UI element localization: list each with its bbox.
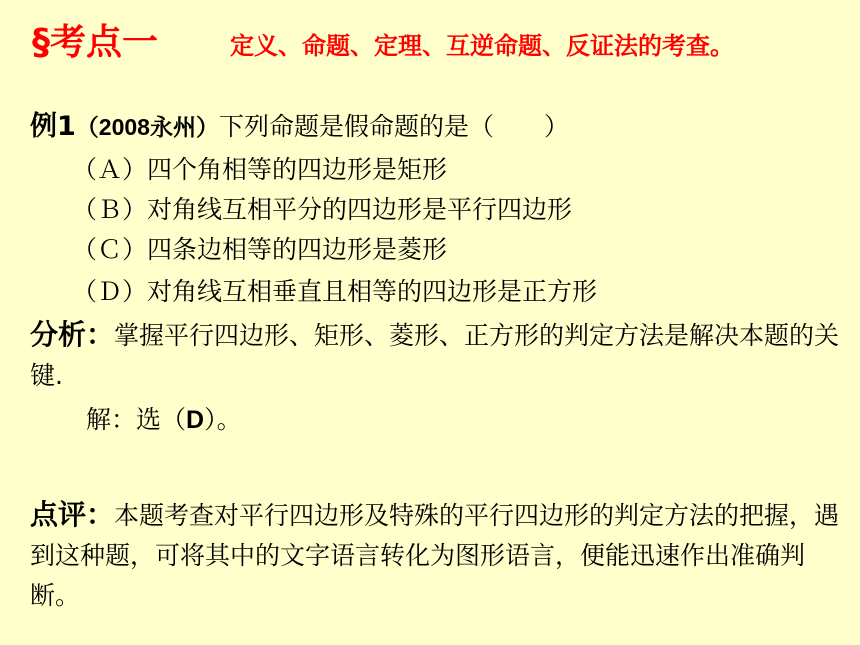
option-b: （Ｂ）对角线互相平分的四边形是平行四边形 xyxy=(72,195,573,224)
question-source: （2008永州） xyxy=(75,114,219,140)
question-stem: 下列命题是假命题的是（ ） xyxy=(218,112,569,141)
question-label: 例1 xyxy=(30,111,76,142)
option-d: （Ｄ）对角线互相垂直且相等的四边形是正方形 xyxy=(72,277,598,306)
review-text: 本题考查对平行四边形及特殊的平行四边形的判定方法的把握，遇到这种题，可将其中的文字语言转化为图形语言，便能迅速作出准确判断。 xyxy=(30,501,840,610)
solution-suffix: ）。 xyxy=(204,405,242,434)
question-stem-line xyxy=(30,104,569,143)
section-title: §考点一 xyxy=(32,22,159,63)
review-paragraph xyxy=(30,495,840,616)
solution-line xyxy=(86,400,242,436)
analysis-text: 掌握平行四边形、矩形、菱形、正方形的判定方法是解决本题的关键. xyxy=(30,321,840,390)
section-subtitle: 定义、命题、定理、互逆命题、反证法的考查。 xyxy=(230,32,734,60)
option-a: （Ａ）四个角相等的四边形是矩形 xyxy=(72,155,448,184)
analysis-paragraph xyxy=(30,315,840,396)
review-label: 点评： xyxy=(30,498,115,531)
solution-prefix: 解：选（ xyxy=(86,405,187,434)
option-c: （Ｃ）四条边相等的四边形是菱形 xyxy=(72,235,448,264)
solution-choice: D xyxy=(186,406,205,434)
analysis-label: 分析： xyxy=(30,318,115,351)
